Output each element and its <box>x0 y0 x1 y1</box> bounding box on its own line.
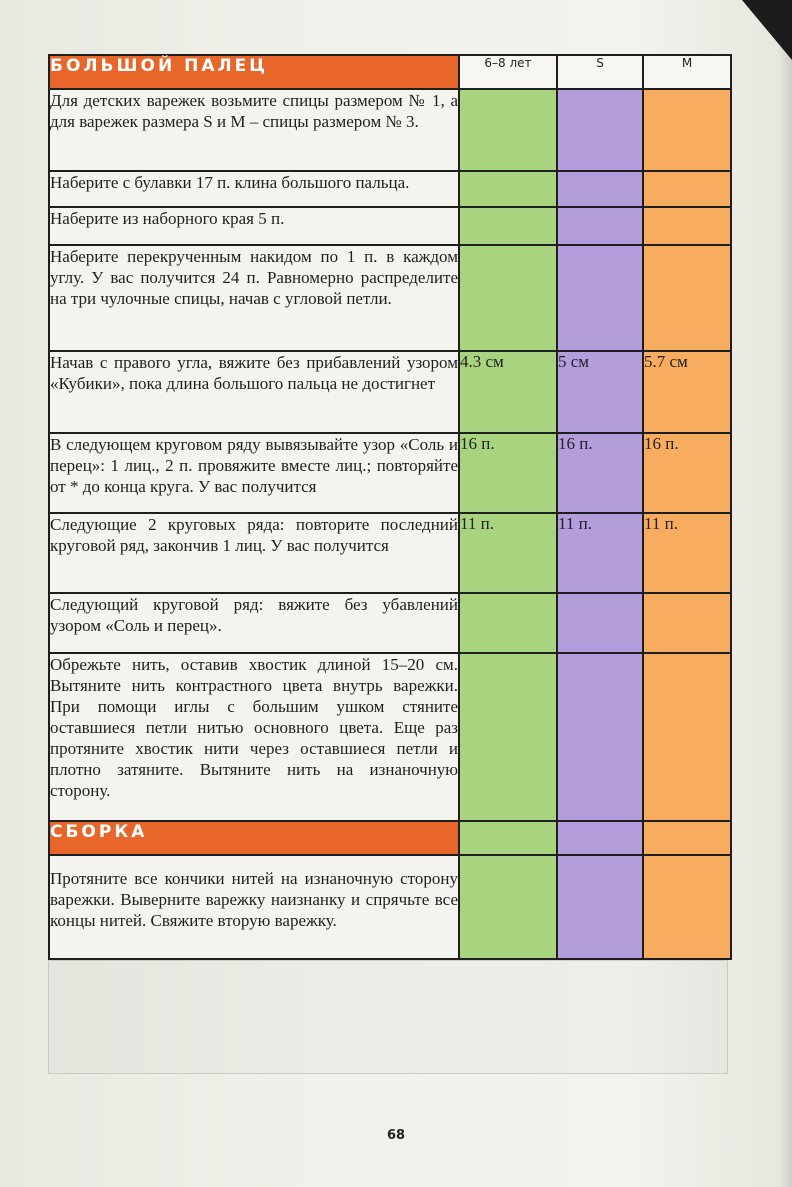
row-value-size-3 <box>643 593 731 653</box>
table-row <box>49 245 731 351</box>
row-value-size-3: 5.7 см <box>643 351 731 433</box>
row-value-size-2 <box>557 171 643 207</box>
row-instruction: В следующем круговом ряду вывязывайте узор «Соль и перец»: 1 лиц., 2 п. провяжите вместе лиц.; повторяйте от * до конца круга. У вас получится <box>49 433 459 513</box>
row-value-size-2: 11 п. <box>557 513 643 593</box>
table-row <box>49 207 731 245</box>
row-value-size-2 <box>557 207 643 245</box>
row-value-size-1: 11 п. <box>459 513 557 593</box>
column-header-size-2: S <box>557 55 643 89</box>
table-row <box>49 89 731 171</box>
row-value-size-1 <box>459 653 557 821</box>
assembly-header-row <box>49 821 731 855</box>
row-value-size-3 <box>643 855 731 959</box>
section-band-size-3 <box>643 821 731 855</box>
table-row <box>49 855 731 959</box>
page-number: 68 <box>386 1128 406 1143</box>
instructions-table <box>48 54 732 960</box>
row-value-size-3 <box>643 245 731 351</box>
section-band-size-1 <box>459 821 557 855</box>
row-value-size-2: 5 см <box>557 351 643 433</box>
column-header-size-1: 6–8 лет <box>459 55 557 89</box>
row-value-size-2 <box>557 593 643 653</box>
row-value-size-3: 11 п. <box>643 513 731 593</box>
bleed-through-area <box>48 960 728 1074</box>
row-instruction: Наберите из наборного края 5 п. <box>49 207 459 245</box>
row-value-size-2 <box>557 89 643 171</box>
row-instruction: Обрежьте нить, оставив хвостик длиной 15–20 см. Вытяните нить контрастного цвета внутрь варежки. При помощи иглы с большим ушком стяните оставшиеся петли нитью основного цвета. Еще раз протяните хвостик нити через оставшиеся петли и плотно затяните. Вытяните нить на изнаночную сторону. <box>49 653 459 821</box>
row-value-size-2 <box>557 653 643 821</box>
row-instruction: Наберите перекрученным накидом по 1 п. в каждом углу. У вас получится 24 п. Равномерно распределите на три чулочные спицы, начав с угловой петли. <box>49 245 459 351</box>
row-value-size-3 <box>643 653 731 821</box>
row-instruction: Начав с правого угла, вяжите без прибавлений узором «Кубики», пока длина большого пальца не достигнет <box>49 351 459 433</box>
row-value-size-1 <box>459 855 557 959</box>
row-value-size-2 <box>557 245 643 351</box>
table-header-row <box>49 55 731 89</box>
row-value-size-3 <box>643 207 731 245</box>
row-instruction: Протяните все кончики нитей на изнаночную сторону варежки. Выверните варежку наизнанку и спрячьте все концы нитей. Свяжите вторую варежку. <box>49 855 459 959</box>
row-value-size-1: 4.3 см <box>459 351 557 433</box>
row-value-size-1 <box>459 171 557 207</box>
row-value-size-3 <box>643 171 731 207</box>
row-value-size-2: 16 п. <box>557 433 643 513</box>
table-row <box>49 513 731 593</box>
table-row <box>49 351 731 433</box>
table-row <box>49 171 731 207</box>
section-heading-assembly: СБОРКА <box>49 821 459 855</box>
table-row <box>49 593 731 653</box>
row-value-size-3: 16 п. <box>643 433 731 513</box>
row-instruction: Для детских варежек возьмите спицы размером № 1, а для варежек размера S и M – спицы размером № 3. <box>49 89 459 171</box>
section-heading-thumb: БОЛЬШОЙ ПАЛЕЦ <box>49 55 459 89</box>
section-band-size-2 <box>557 821 643 855</box>
row-instruction: Наберите с булавки 17 п. клина большого пальца. <box>49 171 459 207</box>
row-value-size-1 <box>459 245 557 351</box>
table-row <box>49 653 731 821</box>
page-edge-shadow <box>778 0 792 1187</box>
row-instruction: Следующие 2 круговых ряда: повторите последний круговой ряд, закончив 1 лиц. У вас получится <box>49 513 459 593</box>
row-value-size-2 <box>557 855 643 959</box>
row-value-size-1 <box>459 89 557 171</box>
column-header-size-3: M <box>643 55 731 89</box>
row-value-size-3 <box>643 89 731 171</box>
row-value-size-1: 16 п. <box>459 433 557 513</box>
table-row <box>49 433 731 513</box>
row-value-size-1 <box>459 593 557 653</box>
row-instruction: Следующий круговой ряд: вяжите без убавлений узором «Соль и перец». <box>49 593 459 653</box>
row-value-size-1 <box>459 207 557 245</box>
